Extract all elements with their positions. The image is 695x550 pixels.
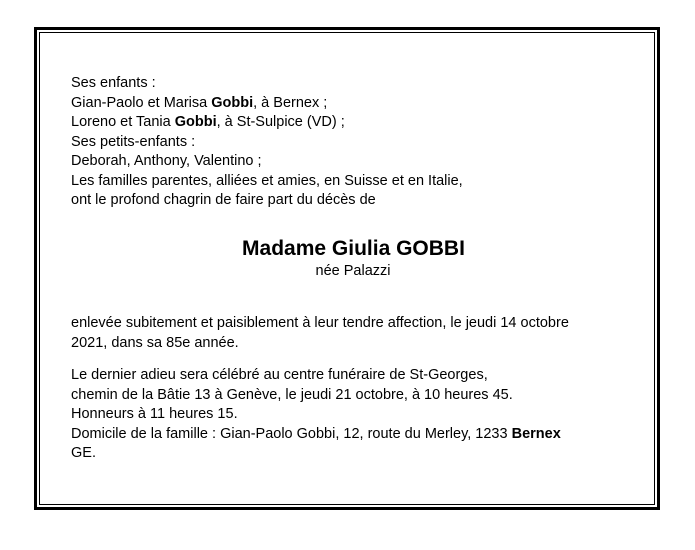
grandchildren-names: Deborah, Anthony, Valentino ;	[71, 153, 262, 169]
child1-surname: Gobbi	[211, 94, 254, 111]
child2-prefix: Loreno et Tania	[71, 114, 175, 130]
ceremony-line-3: Honneurs à 11 heures 15.	[71, 406, 238, 422]
death-notice-paragraph	[71, 314, 631, 353]
deceased-block	[71, 236, 635, 281]
child2-suffix: , à St-Sulpice (VD) ;	[216, 114, 345, 130]
child2-surname: Gobbi	[174, 114, 217, 130]
ceremony-line-1: Le dernier adieu sera célébré au centre funéraire de St-Georges,	[71, 367, 488, 383]
domicile-line	[71, 425, 631, 445]
ceremony-line-2: chemin de la Bâtie 13 à Genève, le jeudi 21 octobre, à 10 heures 45.	[71, 386, 513, 403]
domicile-town: Bernex	[511, 425, 561, 442]
relatives-line: Les familles parentes, alliées et amies, en Suisse et en Italie,	[71, 172, 463, 189]
announcement-line: ont le profond chagrin de faire part du décès de	[71, 192, 376, 208]
maiden-name: née Palazzi	[315, 263, 391, 279]
child1-prefix: Gian-Paolo et Marisa	[71, 94, 212, 111]
child-line-2	[71, 113, 631, 133]
deceased-name: Madame Giulia GOBBI	[242, 237, 465, 260]
grandchildren-heading: Ses petits-enfants :	[71, 133, 196, 150]
domicile-canton: GE.	[71, 445, 96, 461]
domicile-prefix: Domicile de la famille : Gian-Paolo Gobbi, 12, route du Merley, 1233	[71, 425, 512, 442]
death-notice-line-2: 2021, dans sa 85e année.	[71, 334, 239, 351]
child-line-1	[71, 94, 631, 114]
family-section	[71, 74, 631, 211]
death-notice-line-1: enlevée subitement et paisiblement à leur tendre affection, le jeudi 14 octobre	[71, 315, 569, 331]
children-heading: Ses enfants :	[71, 75, 156, 91]
ceremony-paragraph	[71, 366, 631, 464]
child1-suffix: , à Bernex ;	[253, 94, 328, 111]
